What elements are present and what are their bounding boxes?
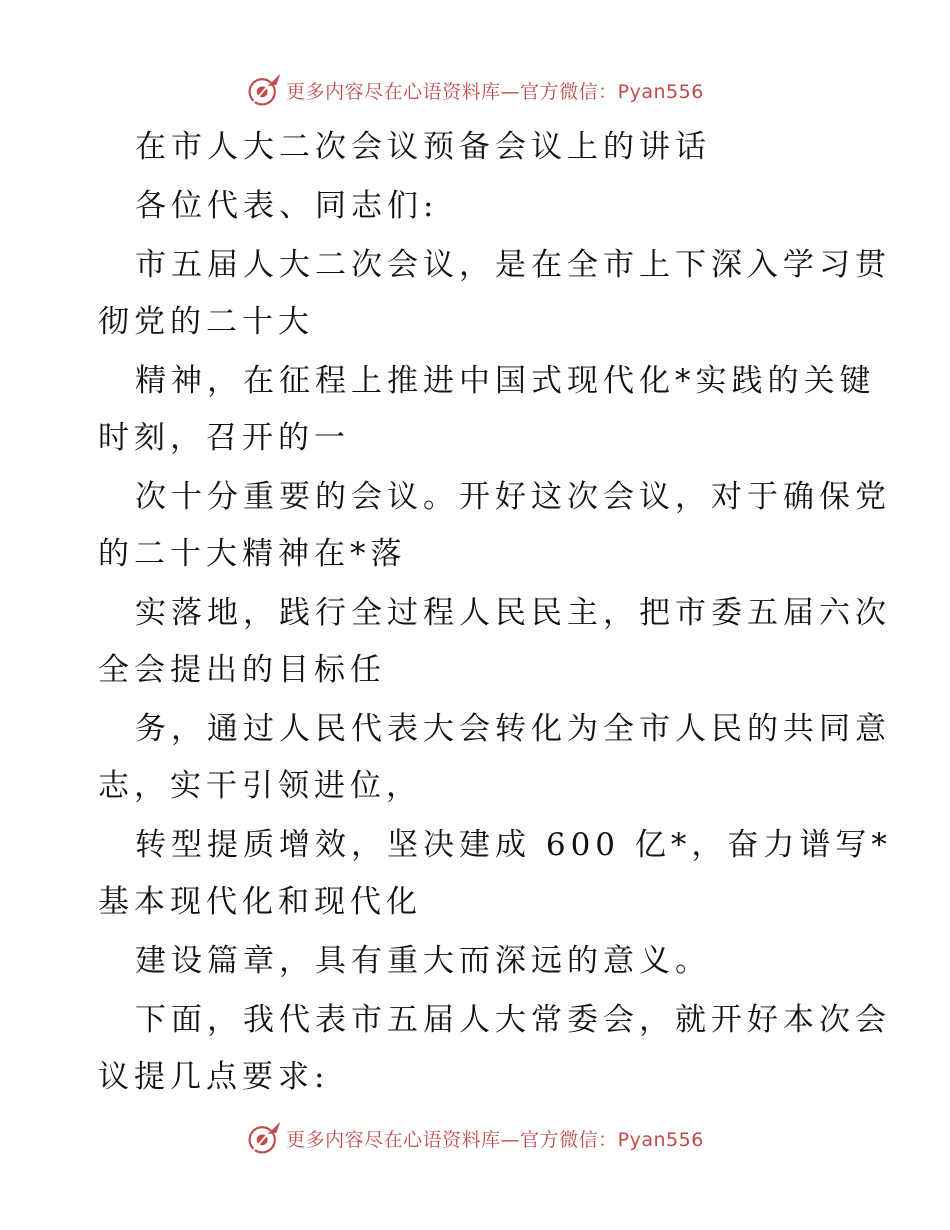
salutation: 各位代表、同志们:: [135, 188, 439, 224]
footer-watermark-text: 更多内容尽在心语资料库—官方微信：Pyan556: [286, 1128, 704, 1151]
paragraph-line: 基本现代化和现代化: [98, 884, 422, 920]
paragraph-line: 议提几点要求:: [98, 1059, 330, 1095]
paragraph-line: 时刻，召开的一: [98, 420, 350, 456]
paragraph-line: 务，通过人民代表大会转化为全市人民的共同意: [135, 711, 891, 747]
header-watermark-text: 更多内容尽在心语资料库—官方微信：Pyan556: [286, 80, 704, 103]
paragraph-line: 实落地，践行全过程人民民主，把市委五届六次: [135, 595, 891, 631]
quill-logo-icon: [246, 1120, 282, 1156]
paragraph-line: 志，实干引领进位，: [98, 768, 422, 804]
paragraph-line: 次十分重要的会议。开好这次会议，对于确保党: [135, 479, 891, 515]
paragraph-line: 市五届人大二次会议，是在全市上下深入学习贯: [135, 247, 891, 283]
document-title: 在市人大二次会议预备会议上的讲话: [135, 129, 711, 165]
paragraph-line: 下面，我代表市五届人大常委会，就开好本次会: [135, 1002, 891, 1038]
footer-watermark: [0, 1118, 950, 1158]
paragraph-line: 建设篇章，具有重大而深远的意义。: [135, 943, 711, 979]
paragraph-line: 的二十大精神在*落: [98, 536, 407, 572]
paragraph-line: 转型提质增效，坚决建成 600 亿*，奋力谱写*: [135, 827, 892, 863]
paragraph-line: 全会提出的目标任: [98, 652, 386, 688]
quill-logo-icon: [246, 72, 282, 108]
paragraph-line: 精神，在征程上推进中国式现代化*实践的关键: [135, 363, 876, 399]
paragraph-line: 彻党的二十大: [98, 304, 314, 340]
header-watermark: [0, 70, 950, 110]
